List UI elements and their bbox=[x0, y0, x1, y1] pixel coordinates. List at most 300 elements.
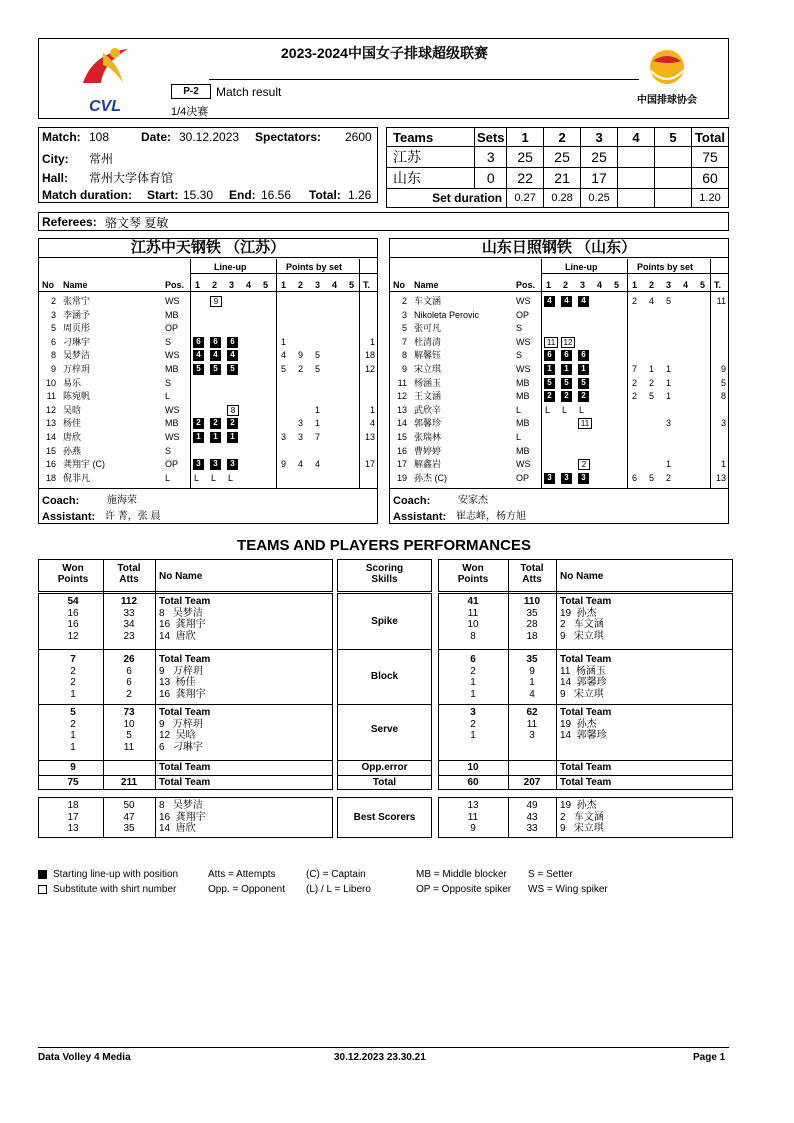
player-entry: 6 刁琳宇 bbox=[159, 741, 203, 753]
total-atts: 3 bbox=[529, 730, 535, 741]
points-header: Points by set bbox=[286, 262, 343, 272]
lineup-starting: 6 bbox=[210, 337, 221, 348]
perf-row-divider bbox=[438, 760, 733, 761]
set-points: 3 bbox=[298, 418, 304, 429]
player-number: 8 bbox=[50, 350, 56, 361]
sets-won: 3 bbox=[475, 147, 507, 168]
player-position: MB bbox=[516, 391, 530, 402]
sets-header: Sets bbox=[475, 128, 507, 147]
won-points: 7 bbox=[70, 654, 76, 665]
lineup-substitute: 8 bbox=[227, 405, 239, 416]
lineup-starting: 3 bbox=[193, 459, 204, 470]
t-header: T. bbox=[714, 280, 722, 290]
lineup-starting: 1 bbox=[210, 432, 221, 443]
assistant-label: Assistant: bbox=[393, 511, 447, 523]
won-points: 16 bbox=[67, 607, 79, 619]
perf-row-divider bbox=[38, 760, 333, 761]
player-position: OP bbox=[165, 323, 179, 334]
pos-header: Pos. bbox=[165, 280, 185, 290]
won-points-header: Won bbox=[462, 563, 484, 574]
lineup-starting: 6 bbox=[561, 350, 572, 361]
player-position: MB bbox=[516, 377, 530, 388]
column-divider bbox=[710, 259, 711, 488]
lineup-starting: 6 bbox=[193, 337, 204, 348]
set-points: 2 bbox=[649, 377, 655, 388]
player-entry: 12 吴晗 bbox=[159, 730, 196, 741]
end-label: End: bbox=[229, 188, 256, 202]
lineup-starting: 5 bbox=[561, 378, 572, 389]
set2-header: 2 bbox=[544, 128, 581, 147]
coach-label: Coach: bbox=[393, 495, 431, 507]
player-entry: 9 宋立琪 bbox=[560, 630, 604, 642]
set-score: 25 bbox=[507, 147, 544, 168]
skill-label: Opp.error bbox=[361, 762, 408, 773]
set-points: 5 bbox=[315, 350, 321, 361]
set-points: 3 bbox=[298, 432, 304, 442]
lineup-libero: L bbox=[211, 472, 217, 483]
total-atts: 4 bbox=[529, 688, 535, 700]
team-name: 江苏 bbox=[387, 147, 475, 168]
lineup-set-header: 3 bbox=[580, 280, 586, 290]
total-atts: 35 bbox=[526, 654, 538, 665]
total-atts-header: Total bbox=[117, 563, 141, 574]
won-points: 60 bbox=[467, 777, 479, 788]
total-atts-header: Total bbox=[520, 563, 544, 574]
player-number: 5 bbox=[50, 323, 56, 334]
player-number: 5 bbox=[401, 323, 407, 334]
player-number: 18 bbox=[45, 472, 56, 483]
total-points: 4 bbox=[369, 418, 375, 429]
total-atts: 47 bbox=[123, 811, 135, 823]
player-name: 孙燕 bbox=[63, 445, 82, 456]
total-team-label: Total Team bbox=[560, 596, 612, 607]
total-team-label: Total Team bbox=[159, 762, 211, 773]
set-points: 9 bbox=[281, 459, 287, 470]
lineup-header: Line-up bbox=[214, 262, 247, 272]
total-points: 9 bbox=[720, 364, 726, 374]
player-entry: 2 车文涵 bbox=[560, 619, 604, 630]
total-header: Total bbox=[691, 128, 728, 147]
total-points: 11 bbox=[716, 296, 726, 306]
won-points: 18 bbox=[67, 800, 79, 811]
player-entry: 9 万梓玥 bbox=[159, 718, 203, 730]
lineup-starting: 4 bbox=[193, 350, 204, 361]
total-atts: 6 bbox=[126, 665, 132, 677]
lineup-set-header: 4 bbox=[597, 280, 603, 290]
player-position: WS bbox=[516, 296, 531, 306]
player-name: 张常宁 bbox=[63, 296, 91, 306]
total-atts: 49 bbox=[526, 800, 538, 811]
set-points: 3 bbox=[666, 418, 672, 429]
won-points: 54 bbox=[67, 596, 79, 607]
points-set-header: 2 bbox=[649, 280, 655, 290]
lineup-libero: L bbox=[562, 404, 568, 415]
set-points: 7 bbox=[632, 364, 638, 374]
lineup-starting: 1 bbox=[227, 432, 238, 443]
spectators-label: Spectators: bbox=[255, 130, 322, 144]
hall-label: Hall: bbox=[42, 171, 69, 185]
footer-left: Data Volley 4 Media bbox=[38, 1052, 131, 1063]
lineup-starting: 5 bbox=[210, 364, 221, 375]
hall-value: 常州大学体育馆 bbox=[89, 171, 174, 185]
total-score: 60 bbox=[691, 168, 728, 189]
perf-row-divider bbox=[337, 649, 432, 650]
total-points: 17 bbox=[364, 459, 375, 470]
player-number: 7 bbox=[401, 336, 407, 347]
total-points: 5 bbox=[720, 377, 726, 388]
legend-substitute: Substitute with shirt number bbox=[53, 884, 177, 895]
player-number: 14 bbox=[45, 432, 56, 442]
lineup-set-header: 5 bbox=[263, 280, 269, 290]
set-points: 4 bbox=[281, 350, 287, 361]
points-set-header: 5 bbox=[700, 280, 706, 290]
name-header: Name bbox=[414, 280, 439, 290]
skill-label: Spike bbox=[371, 616, 398, 627]
player-number: 14 bbox=[396, 418, 407, 429]
lineup-substitute: 11 bbox=[578, 418, 592, 429]
total-atts: 26 bbox=[123, 654, 135, 665]
player-entry: 8 吴梦洁 bbox=[159, 800, 203, 811]
match-number: 108 bbox=[89, 130, 110, 144]
won-points-header: Points bbox=[457, 574, 489, 585]
total-atts: 62 bbox=[526, 707, 538, 718]
total-points: 12 bbox=[364, 364, 375, 374]
set-points: 2 bbox=[666, 472, 672, 483]
lineup-starting: 4 bbox=[210, 350, 221, 361]
player-name: 杨涵玉 bbox=[414, 377, 442, 388]
won-points: 2 bbox=[70, 677, 76, 688]
total-points: 1 bbox=[369, 336, 375, 347]
total-atts: 23 bbox=[123, 630, 135, 642]
lineup-libero: L bbox=[579, 404, 585, 415]
player-number: 12 bbox=[396, 391, 407, 402]
player-name: 杜清清 bbox=[414, 336, 442, 347]
player-entry: 16 龚翔宇 bbox=[159, 811, 206, 823]
won-points: 16 bbox=[67, 619, 79, 630]
player-number: 11 bbox=[46, 391, 56, 402]
player-name: 刁琳宇 bbox=[63, 336, 91, 347]
player-name: 王文涵 bbox=[414, 391, 442, 402]
won-points: 2 bbox=[470, 718, 476, 730]
perf-row-divider bbox=[438, 775, 733, 776]
lineup-starting: 2 bbox=[193, 418, 204, 429]
total-points: 13 bbox=[715, 472, 726, 483]
perf-row-divider bbox=[38, 649, 333, 650]
total-team-label: Total Team bbox=[560, 777, 612, 788]
footer-page: Page 1 bbox=[693, 1052, 726, 1063]
player-number: 16 bbox=[396, 445, 407, 456]
lineup-starting: 4 bbox=[561, 296, 572, 307]
won-points: 10 bbox=[467, 762, 479, 773]
total-duration: 1.26 bbox=[348, 188, 372, 202]
won-points: 2 bbox=[70, 718, 76, 730]
player-entry: 9 宋立琪 bbox=[560, 823, 604, 834]
set-points: 5 bbox=[666, 296, 672, 306]
won-points: 3 bbox=[470, 707, 476, 718]
lineup-substitute: 2 bbox=[578, 459, 590, 470]
set-score bbox=[618, 147, 655, 168]
set-score: 21 bbox=[544, 168, 581, 189]
lineup-starting: 2 bbox=[578, 391, 589, 402]
set-points: 2 bbox=[298, 364, 304, 374]
header-divider bbox=[190, 273, 377, 274]
player-position: S bbox=[516, 323, 523, 334]
total-atts: 35 bbox=[526, 607, 538, 619]
column-divider bbox=[190, 259, 191, 488]
player-name: 李涵予 bbox=[63, 309, 91, 320]
player-position: MB bbox=[165, 364, 179, 374]
player-position: L bbox=[165, 472, 171, 483]
total-points: 13 bbox=[364, 432, 375, 442]
set-points: 1 bbox=[649, 364, 655, 374]
set-duration-row bbox=[387, 189, 729, 208]
player-name: 张可凡 bbox=[414, 323, 442, 334]
name-header: No Name bbox=[560, 571, 604, 582]
set-score: 25 bbox=[581, 147, 618, 168]
lineup-starting: 2 bbox=[544, 391, 555, 402]
lineup-starting: 4 bbox=[544, 296, 555, 307]
set-score bbox=[655, 168, 692, 189]
skill-label: Total bbox=[372, 777, 397, 788]
player-name: 郭馨珍 bbox=[414, 418, 442, 429]
set-points: 7 bbox=[315, 432, 321, 442]
player-name: 倪非凡 bbox=[63, 472, 91, 483]
player-name: Nikoleta Perovic bbox=[414, 309, 480, 320]
lineup-starting: 3 bbox=[578, 473, 589, 484]
player-position: S bbox=[165, 336, 172, 347]
player-name: 陈宛帆 bbox=[63, 391, 91, 402]
lineup-starting: 1 bbox=[578, 364, 589, 375]
total-atts: 10 bbox=[123, 718, 135, 730]
lineup-starting: 6 bbox=[544, 350, 555, 361]
points-set-header: 4 bbox=[683, 280, 689, 290]
player-position: WS bbox=[516, 459, 531, 470]
total-team-label: Total Team bbox=[560, 654, 612, 665]
lineup-set-header: 1 bbox=[546, 280, 552, 290]
player-number: 2 bbox=[401, 296, 407, 306]
total-atts: 207 bbox=[523, 777, 541, 788]
player-position: MB bbox=[165, 418, 179, 429]
player-position: WS bbox=[165, 432, 180, 442]
legend-ws: WS = Wing spiker bbox=[528, 884, 608, 895]
lineup-starting: 5 bbox=[193, 364, 204, 375]
player-number: 15 bbox=[45, 445, 56, 456]
lineup-substitute: 12 bbox=[561, 337, 575, 348]
set-duration-total: 1.20 bbox=[691, 189, 728, 208]
player-name: 曹婷婷 bbox=[414, 445, 442, 456]
team-roster-home bbox=[38, 238, 378, 524]
lineup-starting: 6 bbox=[227, 337, 238, 348]
roster-bottom-line bbox=[39, 488, 377, 489]
total-atts: 1 bbox=[529, 677, 535, 688]
header-divider bbox=[541, 273, 728, 274]
won-points: 6 bbox=[470, 654, 476, 665]
player-name: 吴晗 bbox=[63, 404, 82, 415]
lineup-set-header: 4 bbox=[246, 280, 252, 290]
won-points: 9 bbox=[70, 762, 76, 773]
lineup-set-header: 3 bbox=[229, 280, 235, 290]
coach-label: Coach: bbox=[42, 495, 80, 507]
cva-logo-icon bbox=[639, 47, 695, 95]
sets-won: 0 bbox=[475, 168, 507, 189]
total-atts: 211 bbox=[120, 777, 138, 788]
team-name: 山东 bbox=[387, 168, 475, 189]
won-points: 13 bbox=[67, 823, 79, 834]
perf-column-divider bbox=[155, 797, 156, 838]
duration-label: Match duration: bbox=[42, 188, 132, 202]
player-position: L bbox=[516, 432, 522, 442]
total-atts: 73 bbox=[123, 707, 135, 718]
end-time: 16.56 bbox=[261, 188, 292, 202]
won-points: 2 bbox=[470, 665, 476, 677]
starting-square-icon bbox=[38, 870, 47, 879]
total-team-label: Total Team bbox=[560, 707, 612, 718]
lineup-starting: 3 bbox=[210, 459, 221, 470]
player-name: 唐欣 bbox=[63, 432, 82, 442]
lineup-starting: 2 bbox=[210, 418, 221, 429]
won-points: 41 bbox=[467, 596, 479, 607]
player-number: 10 bbox=[45, 377, 56, 388]
set-points: 4 bbox=[298, 459, 304, 470]
player-entry: 13 杨佳 bbox=[159, 677, 196, 688]
header-bottom-line bbox=[390, 291, 728, 292]
set-points: 2 bbox=[632, 391, 638, 402]
set-points: 9 bbox=[298, 350, 304, 361]
match-info-box bbox=[38, 127, 378, 203]
player-number: 3 bbox=[50, 309, 56, 320]
perf-row-divider bbox=[38, 704, 333, 705]
points-set-header: 3 bbox=[315, 280, 321, 290]
won-points: 9 bbox=[470, 823, 476, 834]
lineup-set-header: 1 bbox=[195, 280, 201, 290]
player-position: WS bbox=[165, 296, 180, 306]
column-divider bbox=[276, 259, 277, 488]
sets-table bbox=[386, 127, 729, 208]
won-points: 10 bbox=[467, 619, 479, 630]
points-set-header: 3 bbox=[666, 280, 672, 290]
set-duration bbox=[655, 189, 692, 208]
won-points: 1 bbox=[470, 730, 476, 741]
perf-row-divider bbox=[337, 704, 432, 705]
report-kind: Match result bbox=[216, 85, 282, 99]
total-atts: 2 bbox=[126, 688, 132, 700]
set-points: 5 bbox=[649, 391, 655, 402]
scoring-skills-header: Skills bbox=[371, 574, 398, 585]
player-position: MB bbox=[516, 445, 530, 456]
player-entry: 16 龚翔宇 bbox=[159, 619, 206, 630]
set4-header: 4 bbox=[618, 128, 655, 147]
city-label: City: bbox=[42, 152, 69, 166]
player-position: S bbox=[165, 445, 172, 456]
total-atts: 11 bbox=[526, 718, 538, 730]
set-duration: 0.27 bbox=[507, 189, 544, 208]
player-entry: 14 郭馨珍 bbox=[560, 677, 607, 688]
won-points: 5 bbox=[70, 707, 76, 718]
perf-row-divider bbox=[337, 775, 432, 776]
player-name: 周页彤 bbox=[63, 323, 91, 334]
set-points: 2 bbox=[632, 296, 638, 306]
player-name: 解鑫岩 bbox=[414, 459, 442, 470]
player-number: 6 bbox=[50, 336, 56, 347]
player-number: 11 bbox=[397, 377, 407, 388]
set-score: 17 bbox=[581, 168, 618, 189]
player-entry: 19 孙杰 bbox=[560, 607, 597, 619]
player-name: 车文涵 bbox=[414, 296, 442, 306]
total-points: 18 bbox=[364, 350, 375, 361]
set-points: 1 bbox=[315, 404, 321, 415]
perf-column-divider bbox=[556, 559, 557, 790]
won-points: 2 bbox=[70, 665, 76, 677]
total-atts: 33 bbox=[526, 823, 538, 834]
perf-row-divider bbox=[38, 775, 333, 776]
won-points: 12 bbox=[67, 630, 79, 642]
start-label: Start: bbox=[147, 188, 179, 202]
player-position: WS bbox=[165, 350, 180, 361]
lineup-starting: 2 bbox=[227, 418, 238, 429]
set-duration: 0.28 bbox=[544, 189, 581, 208]
set-score bbox=[618, 168, 655, 189]
points-set-header: 2 bbox=[298, 280, 304, 290]
set-points: 1 bbox=[666, 364, 672, 374]
total-team-label: Total Team bbox=[560, 762, 612, 773]
total-atts: 5 bbox=[126, 730, 132, 741]
total-atts: 110 bbox=[523, 596, 541, 607]
won-points: 11 bbox=[467, 811, 479, 823]
total-points: 3 bbox=[720, 418, 726, 429]
total-atts: 28 bbox=[526, 619, 538, 630]
player-entry: 14 唐欣 bbox=[159, 823, 196, 834]
referees-box bbox=[38, 212, 729, 231]
player-name: 武欣辛 bbox=[414, 404, 442, 415]
teams-header: Teams bbox=[387, 128, 475, 147]
won-points: 13 bbox=[467, 800, 479, 811]
set-points: 1 bbox=[315, 418, 321, 429]
set-points: 3 bbox=[281, 432, 287, 442]
start-time: 15.30 bbox=[183, 188, 214, 202]
player-name: 龚翔宇 (C) bbox=[63, 459, 105, 470]
skill-label: Block bbox=[370, 671, 399, 682]
player-number: 17 bbox=[396, 459, 407, 470]
best-scorers-label: Best Scorers bbox=[353, 812, 416, 823]
total-score: 75 bbox=[691, 147, 728, 168]
player-position: WS bbox=[516, 364, 531, 374]
player-name: 杨佳 bbox=[63, 418, 82, 429]
player-number: 8 bbox=[401, 350, 407, 361]
substitute-square-icon bbox=[38, 885, 47, 894]
player-entry: 16 龚翔宇 bbox=[159, 688, 206, 700]
match-date: 30.12.2023 bbox=[179, 130, 240, 144]
player-entry: 19 孙杰 bbox=[560, 718, 597, 730]
player-number: 12 bbox=[45, 404, 56, 415]
player-name: 易乐 bbox=[63, 377, 82, 388]
lineup-starting: 1 bbox=[561, 364, 572, 375]
sets-header-row bbox=[387, 128, 729, 147]
team-title: 山东日照钢铁 （山东） bbox=[390, 239, 728, 258]
total-atts: 11 bbox=[123, 741, 135, 753]
player-name: 解馨钰 bbox=[414, 350, 442, 361]
set-points: 1 bbox=[281, 336, 287, 347]
total-team-label: Total Team bbox=[159, 777, 211, 788]
total-atts: 6 bbox=[126, 677, 132, 688]
player-position: OP bbox=[165, 459, 179, 470]
won-points: 1 bbox=[470, 677, 476, 688]
lineup-starting: 2 bbox=[561, 391, 572, 402]
player-number: 9 bbox=[50, 364, 56, 374]
set5-header: 5 bbox=[655, 128, 692, 147]
player-number: 13 bbox=[396, 404, 407, 415]
spectators-count: 2600 bbox=[345, 130, 372, 144]
points-set-header: 1 bbox=[632, 280, 638, 290]
